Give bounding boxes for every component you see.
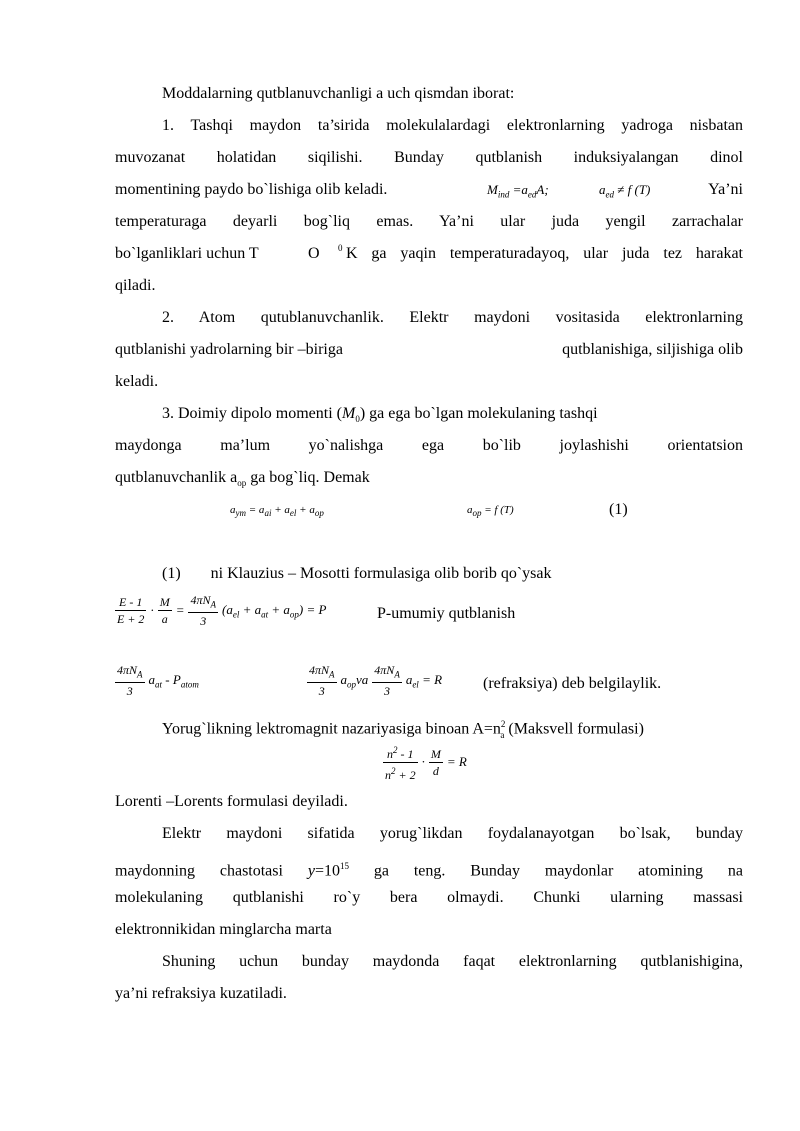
eq3-part-b: $\frac{4\pi N_A}{3}$ $a_{op}va$ $\frac{4\pi N_A}{3}$ $a_{el} = R$ [309,663,443,699]
item1-line6: qiladi. [115,277,156,294]
item3-line1-a: 3. Doimiy dipolo momenti $(M_0)$ ga ega bo`lgan molekulaning tashqi [162,405,598,425]
shuning-line1: Shuning uchun bunday maydonda faqat elektronlarning qutblanishigina, [162,953,743,970]
shuning-line2: ya’ni refraksiya kuzatiladi. [115,985,287,1002]
formula-a-ed: $a_{ed} \ne f$ (T) [599,182,651,200]
elektr-line3: molekulaning qutblanishi ro`y bera olmaydi. Chunki ularning massasi [115,889,743,906]
eq1-right: $a_{op} = f$ (T) [467,504,514,519]
item2-line3: keladi. [115,373,159,390]
item1-line2: muvozanat holatidan siqilishi. Bunday qutblanish induksiyalangan dinol [115,149,743,166]
item3-line2: maydonga ma’lum yo`nalishga ega bo`lib joylashishi orientatsion [115,437,743,454]
equation-3 [115,660,743,708]
item1-line4: temperaturaga deyarli bog`liq emas. Ya’ni ular juda yengil zarrachalar [115,213,743,230]
document-page [115,78,743,1010]
elektr-line2: maydonning chastotasi $y=10^{15}$ ga teng. Bunday maydonlar atomining na [115,861,744,880]
eq1-left: $a_{ym} = a_{ai} + a_{el} + a_{op}$ [230,504,324,519]
eq1-number: (1) [609,501,628,518]
equation-1 [115,494,743,528]
item2-line1: 2. Atom qutublanuvchanlik. Elektr maydoni vositasida elektronlarning [162,309,743,326]
klausius-text: ni Klauzius – Mosotti formulasiga olib borib qo`ysak [210,565,552,582]
item2-line2-b: qutblanishiga, siljishiga olib [562,341,743,358]
item1-line3-yani: Ya’ni [708,181,743,198]
eq2-frac-e: $\frac{E - 1}{E + 2}$ [117,595,145,627]
maxwell-line: Yorug`likning lektromagnit nazariyasiga binoan $A=n^2_a$ (Maksvell formulasi) [162,719,644,740]
item1-line5-a: bo`lganliklari uchun T [115,245,259,262]
eq2-frac-ma: $\frac{M}{a}$ [159,595,170,627]
elektr-line1: Elektr maydoni sifatida yorug`likdan foydalanayotgan bo`lsak, bunday [162,825,743,842]
equation-2 [115,590,743,638]
item2-line2 [115,334,743,366]
item1-line3-text: momentining paydo bo`lishiga olib keladi. [115,181,388,198]
eq2-formula: $\frac{E - 1}{E + 2}$ · $\frac{M}{a}$ = $\frac{4\pi N_A}{3}$ $(a_{el} + a_{at} + a_{op}) = P$ [117,593,327,629]
eq2-label: P-umumiy qutblanish [377,605,516,622]
item1-line5 [115,238,743,270]
intro-paragraph: Moddalarning qutblanuvchanligi a uch qismdan iborat: [162,85,515,102]
item1-line1: 1. Tashqi maydon ta’sirida molekulalardagi elektronlarning yadroga nisbatan [162,117,743,134]
eq4-formula: $\frac{n^2 - 1}{n^2 + 2}$ · $\frac{M}{d}$ = R [383,742,467,783]
equation-4 [115,740,743,786]
eq3-label: (refraksiya) deb belgilaylik. [483,675,662,692]
eq2-frac-4pin: $\frac{4\pi N_A}{3}$ [190,593,216,629]
item2-line2-a: qutblanishi yadrolarning bir –biriga [115,341,343,358]
eq3-part-a: $\frac{4\pi N_A}{3}$ $a_{at} - P_{atom}$ [117,663,199,699]
degree-sup: 0 [338,243,343,253]
item1-line5-b: O [308,245,320,262]
formula-m-ind: $M_{ind} =a_{ed}A$; [487,182,549,200]
item3-line1 [115,398,743,430]
lorentz-line: Lorenti –Lorents formulasi deyiladi. [115,793,348,810]
klausius-line [115,558,743,590]
item1-line5-d: K ga yaqin temperaturadayoq, ular juda tez harakat [346,245,743,262]
elektr-line4: elektronnikidan minglarcha marta [115,921,332,938]
item3-line3: qutblanuvchanlik $a_{op}$ ga bog`liq. Demak [115,469,370,489]
item1-line3 [115,174,743,206]
klausius-num: (1) [162,565,181,582]
